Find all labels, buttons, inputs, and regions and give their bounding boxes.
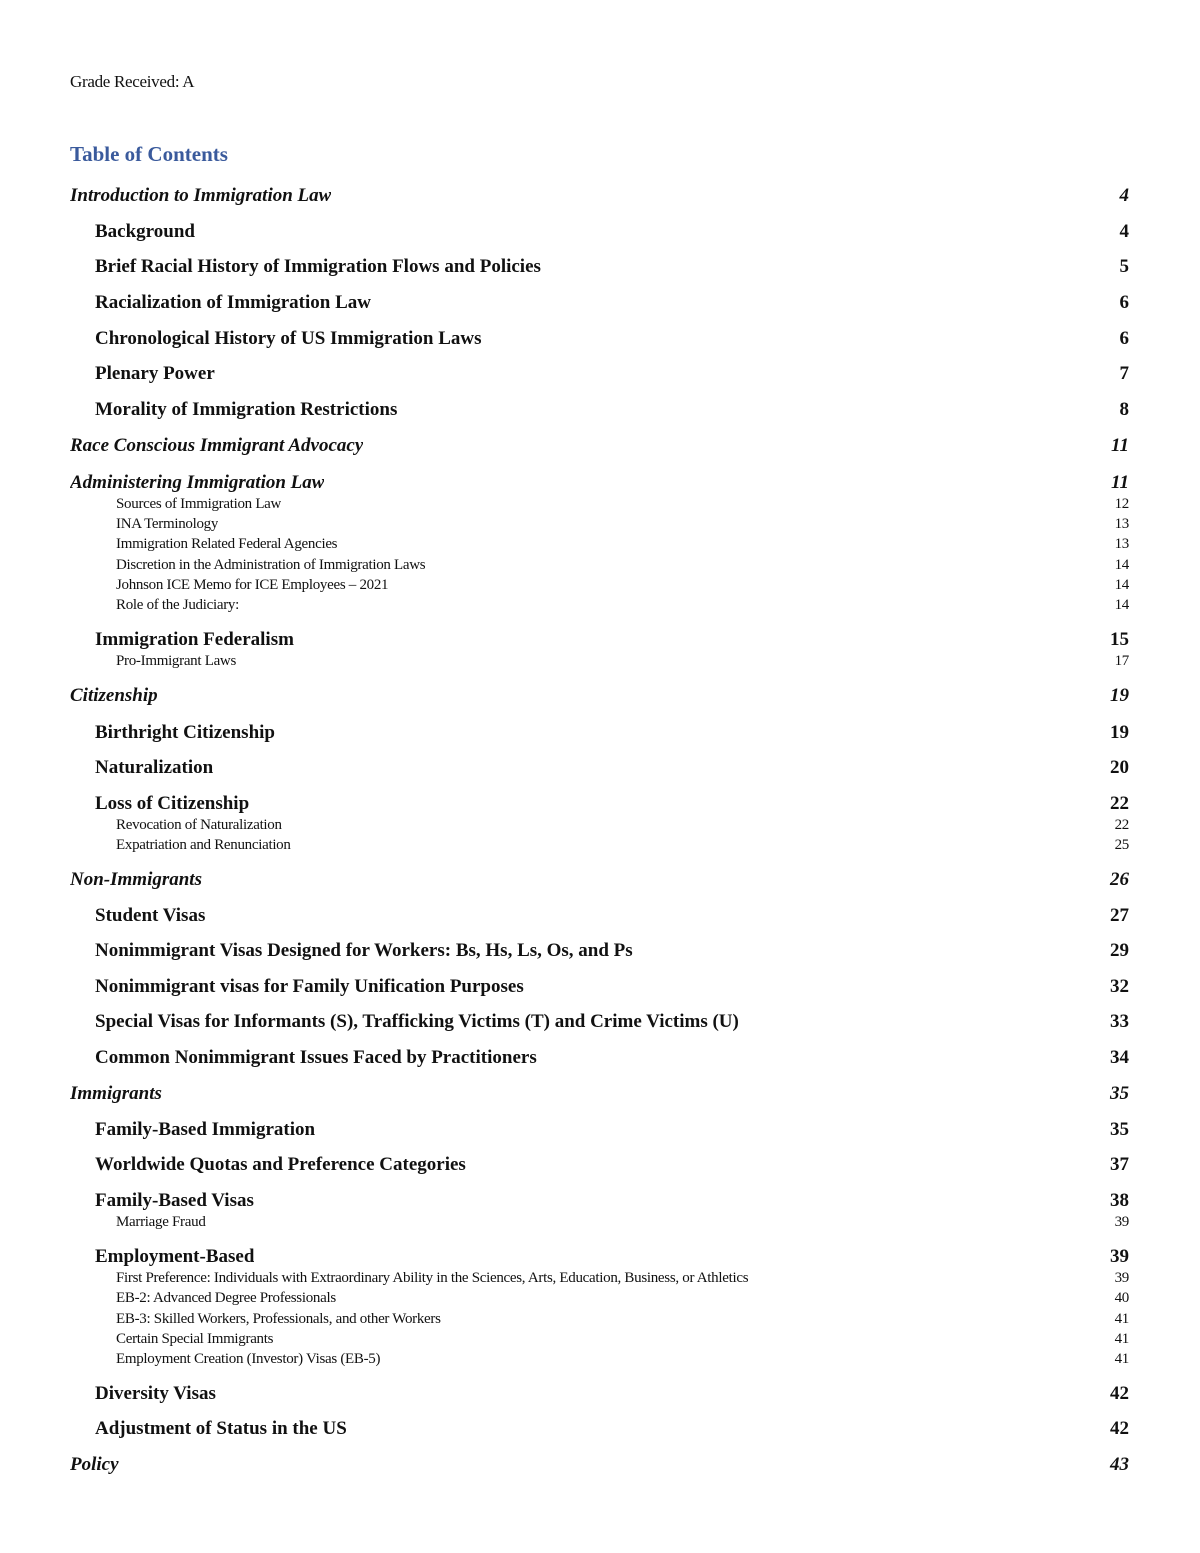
toc-entry-title: Immigration Related Federal Agencies: [116, 536, 338, 552]
toc-entry-level-2[interactable]: [0, 363, 1200, 385]
toc-entry-level-2[interactable]: [0, 1154, 1200, 1176]
toc-entry-title: Policy: [70, 1454, 119, 1475]
toc-entry-level-3[interactable]: [0, 1290, 1200, 1307]
toc-entry-title: Expatriation and Renunciation: [116, 837, 291, 853]
toc-entry-page: 25: [1114, 837, 1129, 853]
toc-entry-page: 14: [1114, 577, 1129, 593]
toc-entry-page: 43: [1110, 1454, 1129, 1475]
toc-entry-page: 12: [1114, 496, 1129, 512]
toc-entry-page: 37: [1110, 1154, 1129, 1175]
toc-entry-title: Sources of Immigration Law: [116, 496, 282, 512]
toc-entry-level-2[interactable]: [0, 722, 1200, 744]
toc-entry-page: 29: [1110, 940, 1129, 961]
toc-entry-title: Employment-Based: [95, 1246, 255, 1267]
toc-entry-title: Naturalization: [95, 757, 214, 778]
toc-entry-page: 26: [1110, 869, 1129, 890]
toc-entry-title: Marriage Fraud: [116, 1214, 206, 1230]
toc-entry-title: Morality of Immigration Restrictions: [95, 399, 398, 420]
toc-entry-title: Immigrants: [70, 1083, 162, 1104]
toc-entry-page: 6: [1119, 328, 1129, 349]
toc-entry-page: 41: [1114, 1351, 1129, 1367]
toc-entry-page: 14: [1114, 597, 1129, 613]
toc-entry-page: 11: [1111, 472, 1129, 493]
toc-entry-title: Family-Based Immigration: [95, 1119, 316, 1140]
toc-entry-level-2[interactable]: [0, 1246, 1200, 1268]
toc-entry-level-1[interactable]: [0, 472, 1200, 494]
toc-entry-title: Worldwide Quotas and Preference Categories: [95, 1154, 466, 1175]
toc-entry-page: 22: [1110, 793, 1129, 814]
toc-entry-title: Nonimmigrant Visas Designed for Workers: Bs, Hs, Ls, Os, and Ps: [95, 940, 633, 961]
toc-entry-page: 35: [1110, 1119, 1129, 1140]
toc-entry-level-3[interactable]: [0, 817, 1200, 834]
toc-entry-level-3[interactable]: [0, 1270, 1200, 1287]
toc-entry-page: 35: [1110, 1083, 1129, 1104]
toc-entry-page: 13: [1114, 516, 1129, 532]
toc-entry-level-3[interactable]: [0, 496, 1200, 513]
toc-entry-level-3[interactable]: [0, 536, 1200, 553]
toc-entry-level-1[interactable]: [0, 685, 1200, 707]
toc-entry-page: 19: [1110, 722, 1129, 743]
toc-entry-level-3[interactable]: [0, 557, 1200, 574]
toc-entry-title: Introduction to Immigration Law: [70, 185, 332, 206]
toc-entry-level-2[interactable]: [0, 1119, 1200, 1141]
toc-entry-title: Discretion in the Administration of Immigration Laws: [116, 557, 426, 573]
toc-entry-level-1[interactable]: [0, 435, 1200, 457]
toc-entry-level-1[interactable]: [0, 869, 1200, 891]
toc-entry-page: 39: [1114, 1214, 1129, 1230]
toc-entry-title: Employment Creation (Investor) Visas (EB-5): [116, 1351, 381, 1367]
toc-entry-page: 19: [1110, 685, 1129, 706]
toc-entry-page: 40: [1114, 1290, 1129, 1306]
toc-entry-level-3[interactable]: [0, 837, 1200, 854]
toc-entry-level-2[interactable]: [0, 940, 1200, 962]
toc-entry-title: Special Visas for Informants (S), Trafficking Victims (T) and Crime Victims (U): [95, 1011, 739, 1032]
toc-entry-level-2[interactable]: [0, 1190, 1200, 1212]
toc-entry-page: 42: [1110, 1383, 1129, 1404]
toc-entry-level-3[interactable]: [0, 577, 1200, 594]
toc-entry-level-2[interactable]: [0, 1383, 1200, 1405]
toc-entry-title: Non-Immigrants: [70, 869, 202, 890]
toc-entry-page: 32: [1110, 976, 1129, 997]
toc-entry-page: 41: [1114, 1331, 1129, 1347]
toc-entry-page: 11: [1111, 435, 1129, 456]
toc-entry-level-3[interactable]: [0, 1331, 1200, 1348]
toc-entry-title: Role of the Judiciary:: [116, 597, 239, 613]
toc-entry-level-2[interactable]: [0, 1047, 1200, 1069]
toc-entry-title: Revocation of Naturalization: [116, 817, 282, 833]
toc-entry-page: 17: [1114, 653, 1129, 669]
toc-entry-level-3[interactable]: [0, 653, 1200, 670]
toc-entry-page: 5: [1119, 256, 1129, 277]
toc-entry-level-2[interactable]: [0, 221, 1200, 243]
toc-entry-page: 20: [1110, 757, 1129, 778]
toc-entry-title: Brief Racial History of Immigration Flows and Policies: [95, 256, 541, 277]
toc-entry-page: 4: [1119, 221, 1129, 242]
toc-entry-title: Certain Special Immigrants: [116, 1331, 274, 1347]
toc-entry-level-2[interactable]: [0, 905, 1200, 927]
toc-entry-title: Background: [95, 221, 195, 242]
toc-entry-page: 7: [1119, 363, 1129, 384]
toc-entry-page: 39: [1110, 1246, 1129, 1267]
toc-entry-level-2[interactable]: [0, 976, 1200, 998]
toc-entry-title: Citizenship: [70, 685, 158, 706]
toc-entry-title: Loss of Citizenship: [95, 793, 250, 814]
toc-entry-level-3[interactable]: [0, 1351, 1200, 1368]
toc-entry-title: Birthright Citizenship: [95, 722, 275, 743]
toc-entry-title: Adjustment of Status in the US: [95, 1418, 347, 1439]
toc-entry-title: INA Terminology: [116, 516, 219, 532]
toc-entry-title: Student Visas: [95, 905, 206, 926]
toc-entry-level-1[interactable]: [0, 185, 1200, 207]
toc-entry-title: Immigration Federalism: [95, 629, 294, 650]
toc-entry-level-3[interactable]: [0, 597, 1200, 614]
toc-entry-level-2[interactable]: [0, 757, 1200, 779]
toc-entry-page: 27: [1110, 905, 1129, 926]
toc-entry-page: 6: [1119, 292, 1129, 313]
toc-entry-level-2[interactable]: [0, 1418, 1200, 1440]
toc-entry-title: Pro-Immigrant Laws: [116, 653, 236, 669]
toc-entry-page: 41: [1114, 1311, 1129, 1327]
toc-entry-title: Plenary Power: [95, 363, 215, 384]
toc-entry-title: Diversity Visas: [95, 1383, 216, 1404]
toc-entry-level-1[interactable]: [0, 1083, 1200, 1105]
toc-entry-page: 13: [1114, 536, 1129, 552]
toc-entry-title: EB-3: Skilled Workers, Professionals, and other Workers: [116, 1311, 441, 1327]
toc-entry-level-2[interactable]: [0, 292, 1200, 314]
toc-entry-page: 15: [1110, 629, 1129, 650]
toc-entry-page: 33: [1110, 1011, 1129, 1032]
grade-received: Grade Received: A: [70, 72, 195, 91]
toc-entry-title: Administering Immigration Law: [70, 472, 325, 493]
toc-entry-page: 8: [1119, 399, 1129, 420]
toc-entry-page: 34: [1110, 1047, 1129, 1068]
toc-entry-title: Racialization of Immigration Law: [95, 292, 372, 313]
toc-entry-level-2[interactable]: [0, 1011, 1200, 1033]
toc-entry-level-2[interactable]: [0, 328, 1200, 350]
toc-entry-page: 4: [1119, 185, 1129, 206]
toc-entry-title: First Preference: Individuals with Extraordinary Ability in the Sciences, Arts, Education, Business, or Athletics: [116, 1270, 749, 1286]
toc-entry-title: Nonimmigrant visas for Family Unification Purposes: [95, 976, 524, 997]
toc-title: Table of Contents: [70, 142, 228, 166]
toc-entry-level-2[interactable]: [0, 256, 1200, 278]
toc-entry-title: Common Nonimmigrant Issues Faced by Practitioners: [95, 1047, 537, 1068]
toc-entry-title: Race Conscious Immigrant Advocacy: [70, 435, 364, 456]
toc-entry-level-2[interactable]: [0, 793, 1200, 815]
toc-entry-title: Family-Based Visas: [95, 1190, 254, 1211]
toc-entry-title: Chronological History of US Immigration Laws: [95, 328, 482, 349]
toc-entry-title: Johnson ICE Memo for ICE Employees – 2021: [116, 577, 389, 593]
toc-entry-page: 22: [1114, 817, 1129, 833]
toc-entry-level-3[interactable]: [0, 516, 1200, 533]
toc-entry-level-1[interactable]: [0, 1454, 1200, 1476]
toc-entry-level-2[interactable]: [0, 629, 1200, 651]
toc-entry-page: 42: [1110, 1418, 1129, 1439]
toc-entry-page: 14: [1114, 557, 1129, 573]
toc-entry-page: 39: [1114, 1270, 1129, 1286]
toc-entry-page: 38: [1110, 1190, 1129, 1211]
toc-entry-title: EB-2: Advanced Degree Professionals: [116, 1290, 336, 1306]
toc-entry-level-2[interactable]: [0, 399, 1200, 421]
toc-entry-level-3[interactable]: [0, 1214, 1200, 1231]
toc-entry-level-3[interactable]: [0, 1311, 1200, 1328]
